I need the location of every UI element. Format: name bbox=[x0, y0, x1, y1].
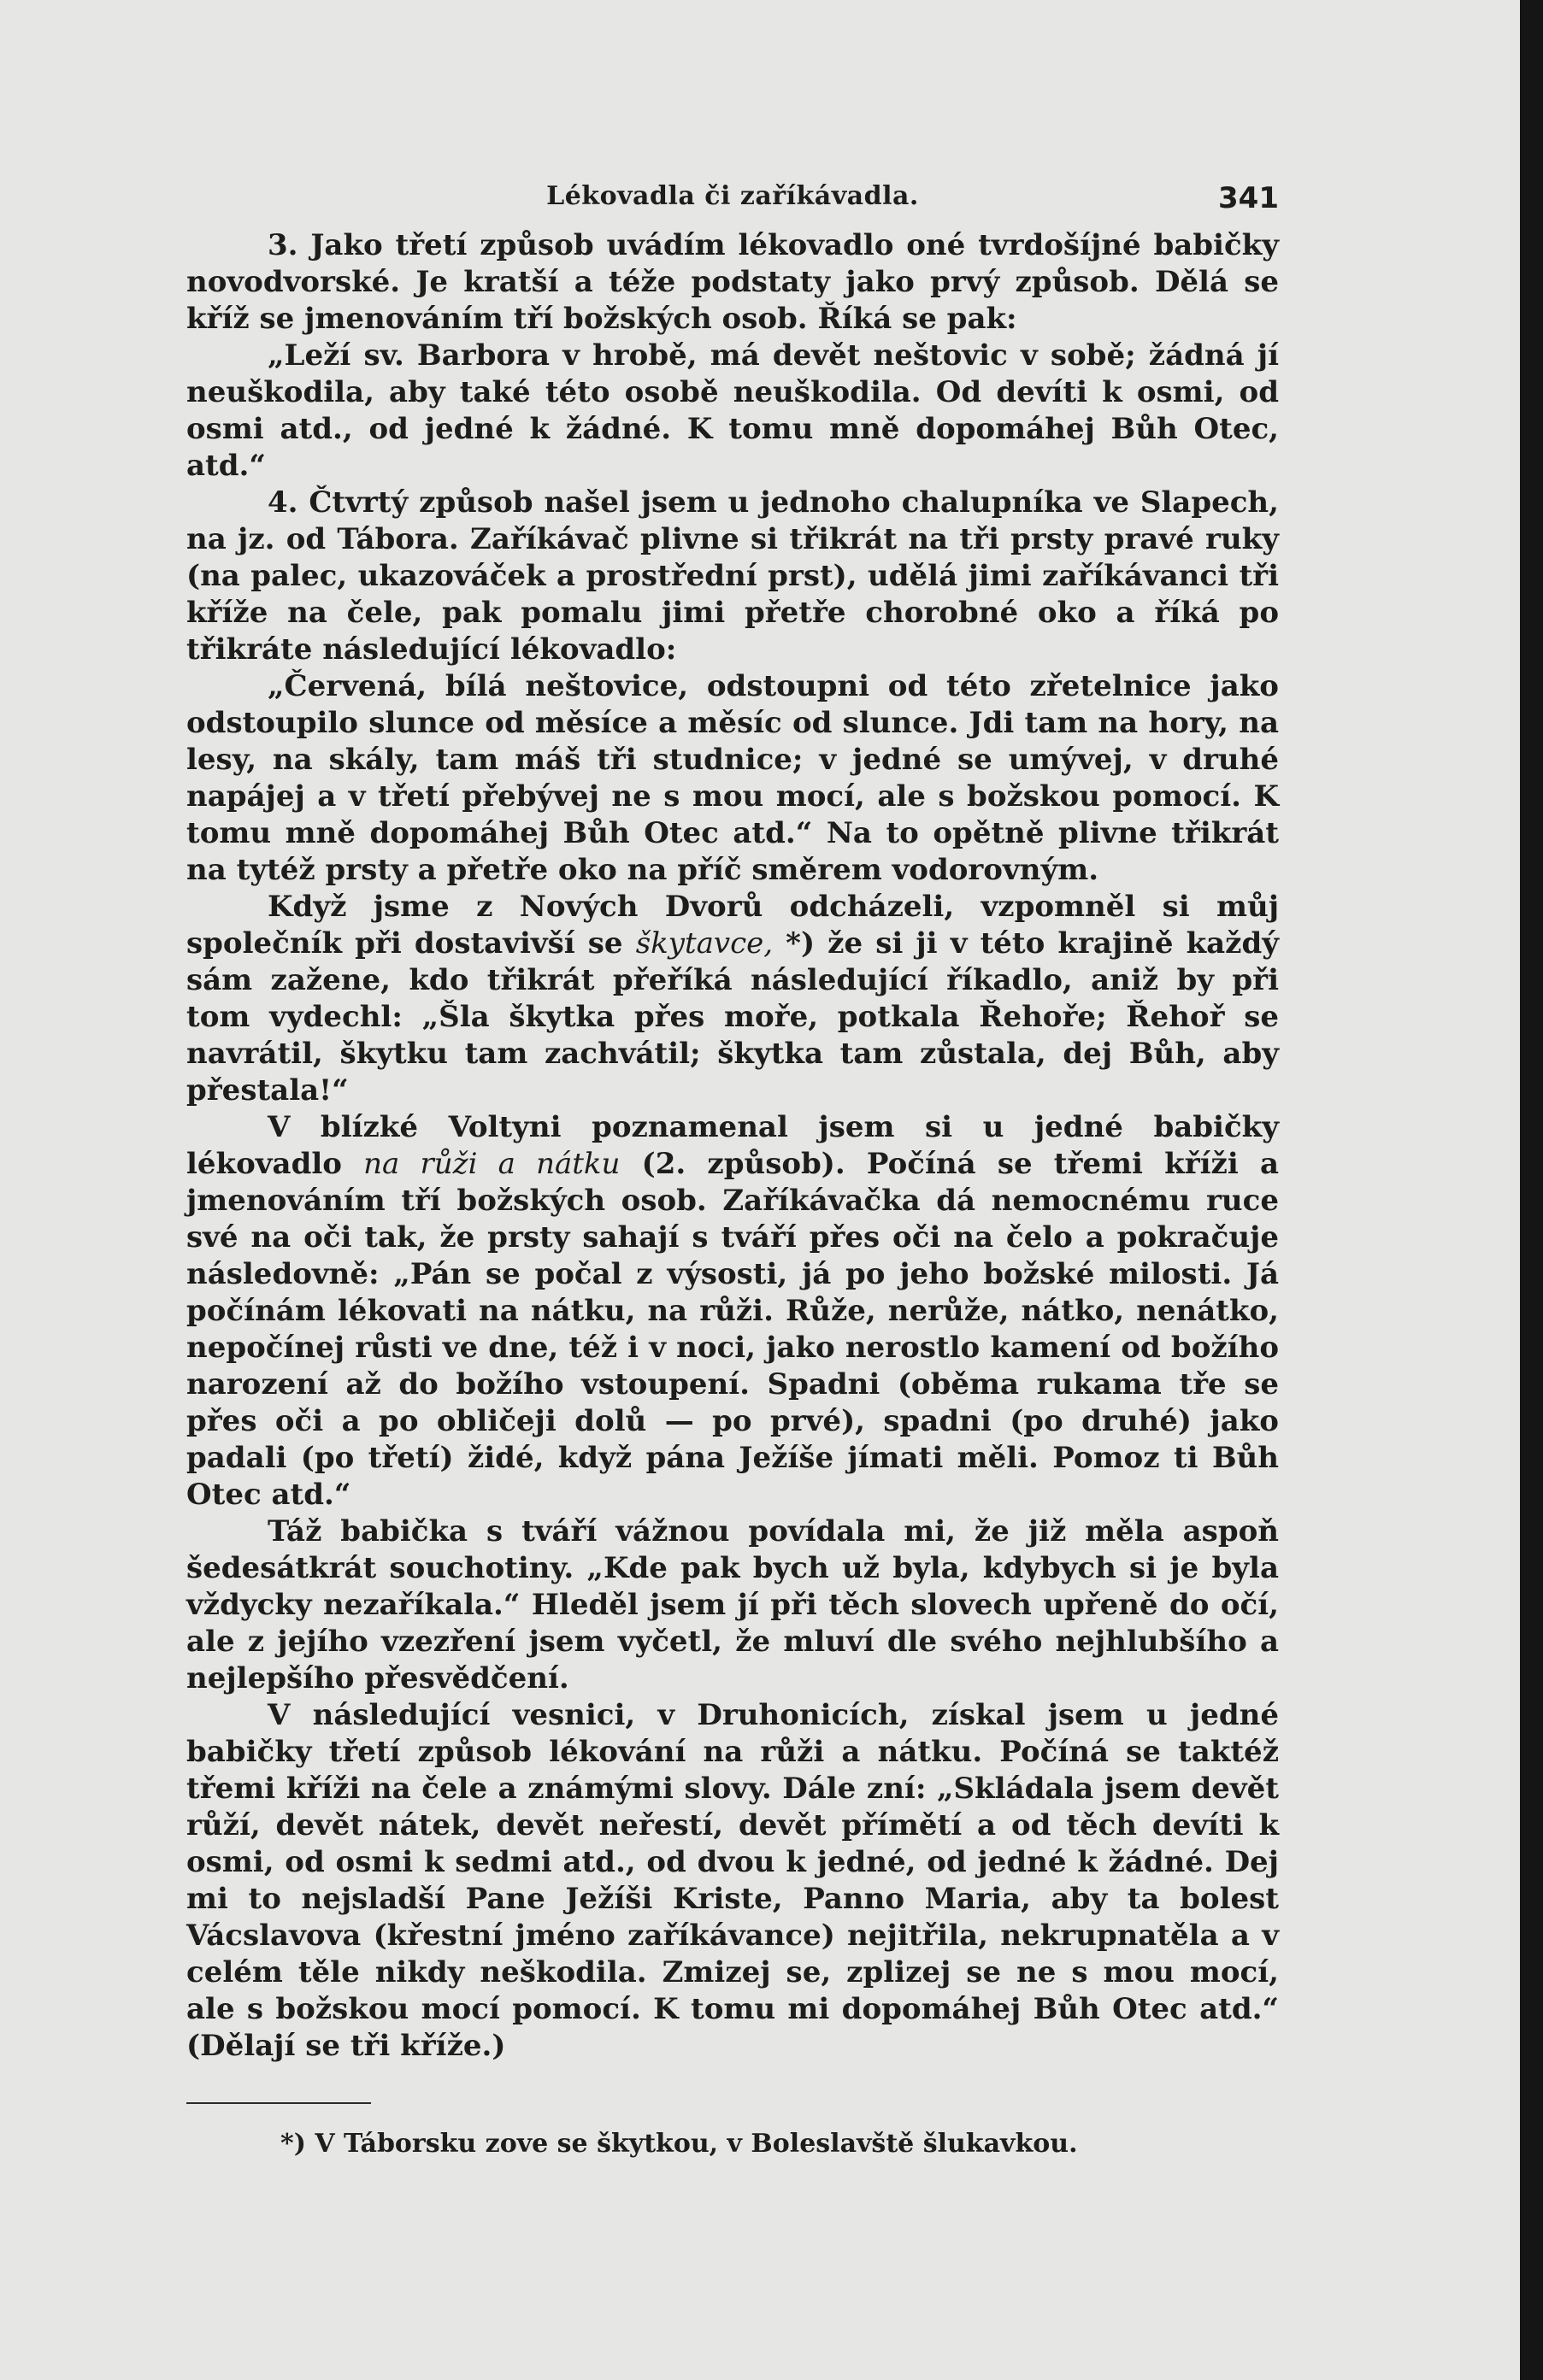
paragraph: Táž babička s tváří vážnou povídala mi, že již měla aspoň šedesátkrát souchotiny. „Kde pak bych už byla, kdybych si je byla vždycky nezaříkala.“ Hleděl jsem jí při těch slovech upřeně do očí, ale z jejího vzezření jsem vyčetl, že mluví dle svého nejhlubšího a nejlepšího přesvědčení. bbox=[186, 1514, 1279, 1695]
footnote: *) V Táborsku zove se škytkou, v Boleslavště šlukavkou. bbox=[280, 2129, 1078, 2159]
paragraph: 3. Jako třetí způsob uvádím lékovadlo oné tvrdošíjné babičky novodvorské. Je kratší a téže podstaty jako prvý způsob. Dělá se kříž se jmenováním tří božských osob. Říká se pak: bbox=[186, 228, 1279, 336]
paragraph: 4. Čtvrtý způsob našel jsem u jednoho chalupníka ve Slapech, na jz. od Tábora. Zaříkávač plivne si třikrát na tři prsty pravé ruky (na palec, ukazováček a prostřední prst), udělá jimi zaříkávanci tři kříže na čele, pak pomalu jimi přetře chorobné oko a říká po třikráte následující lékovadlo: bbox=[186, 485, 1279, 667]
text-run: Když jsme z Nových Dvorů odcházeli, vzpomněl si můj společník při dostavivší se bbox=[186, 890, 1279, 961]
paragraph bbox=[186, 1109, 1279, 1513]
text-run: *) že si ji v této krajině každý sám zažene, kdo třikrát přeříká následující říkadlo, aniž by při tom vydechl: „Šla škytka přes moře, potkala Řehoře; Řehoř se navrátil, škytku tam zachvátil; škytka tam zůstala, dej Bůh, aby přestala!“ bbox=[186, 926, 1280, 1108]
text-run: V blízké Voltyni poznamenal jsem si u jedné babičky lékovadlo bbox=[186, 1110, 1279, 1181]
paragraph: „Červená, bílá neštovice, odstoupni od této zřetelnice jako odstoupilo slunce od měsíce a měsíc od slunce. Jdi tam na hory, na lesy, na skály, tam máš tři studnice; v jedné se umývej, v druhé napájej a v třetí přebývej ne s mou mocí, ale s božskou pomocí. K tomu mně dopomáhej Bůh Otec atd.“ Na to opětně plivne třikrát na tytéž prsty a přetře oko na příč směrem vodorovným. bbox=[186, 669, 1279, 887]
page-number: 341 bbox=[1218, 181, 1279, 215]
text-run: (2. způsob). Počíná se třemi kříži a jmenováním tří božských osob. Zaříkávačka dá nemocnému ruce své na oči tak, že prsty sahají s tváří přes oči na čelo a pokračuje následovně: „Pán se počal z výsosti, já po jeho božské milosti. Já počínám lékovati na nátku, na růži. Růže, nerůže, nátko, nenátko, nepočínej růsti ve dne, též i v noci, jako nerostlo kamení od božího narození až do božího vstoupení. Spadni (oběma rukama tře se přes oči a po obličeji dolů — po prvé), spadni (po druhé) jako padali (po třetí) židé, když pána Ježíše jímati měli. Pomoz ti Bůh Otec atd.“ bbox=[186, 1147, 1280, 1512]
italic-term: škytavce, bbox=[635, 926, 774, 961]
running-header bbox=[186, 169, 1279, 227]
footnote-divider bbox=[186, 2102, 371, 2104]
page-content bbox=[186, 169, 1279, 2160]
body-text bbox=[186, 227, 1279, 2065]
running-title: Lékovadla či zaříkávadla. bbox=[546, 181, 919, 211]
scan-border bbox=[1520, 0, 1543, 2380]
paragraph: V následující vesnici, v Druhonicích, získal jsem u jedné babičky třetí způsob lékování na růži a nátku. Počíná se taktéž třemi kříži na čele a známými slovy. Dále zní: „Skládala jsem devět růží, devět nátek, devět neřestí, devět přímětí a od těch devíti k osmi, od osmi k sedmi atd., od dvou k jedné, od jedné k žádné. Dej mi to nejsladší Pane Ježíši Kriste, Panno Maria, aby ta bolest Vácslavova (křestní jméno zaříkávance) nejitřila, nekrupnatěla a v celém těle nikdy neškodila. Zmizej se, zplizej se ne s mou mocí, ale s božskou mocí pomocí. K tomu mi dopomáhej Bůh Otec atd.“ (Dělají se tři kříže.) bbox=[186, 1698, 1279, 2063]
paragraph bbox=[186, 889, 1279, 1109]
paragraph: „Leží sv. Barbora v hrobě, má devět neštovic v sobě; žádná jí neuškodila, aby také této osobě neuškodila. Od devíti k osmi, od osmi atd., od jedné k žádné. K tomu mně dopomáhej Bůh Otec, atd.“ bbox=[186, 338, 1279, 483]
italic-term: na růži a nátku bbox=[363, 1147, 621, 1181]
